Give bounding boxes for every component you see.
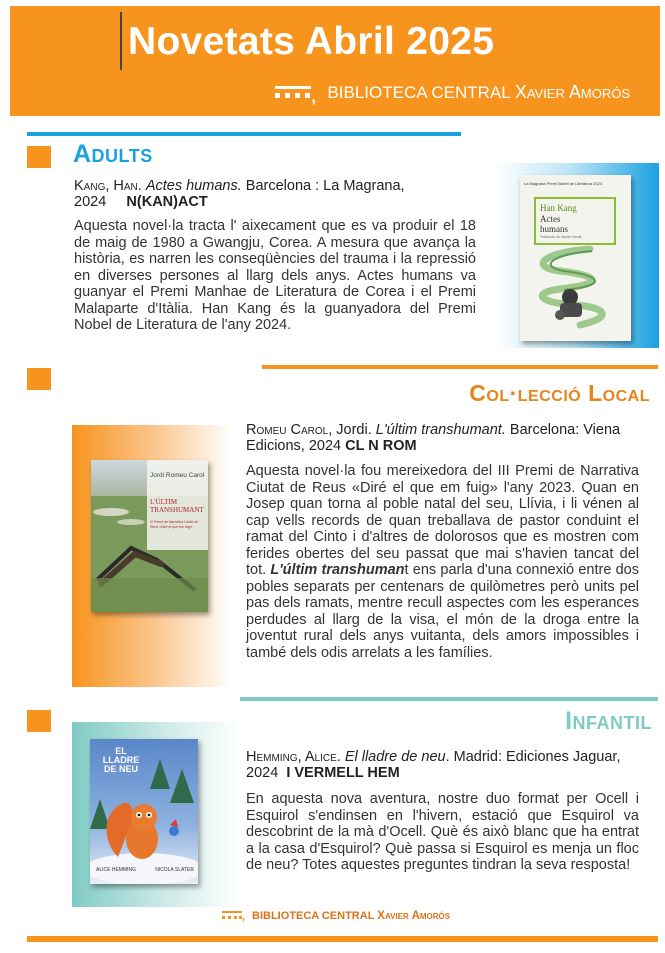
footer-bottom-line <box>27 936 658 942</box>
infantil-book-title: El lladre de neu <box>344 749 446 765</box>
infantil-call-number: I VERMELL HEM <box>286 765 400 781</box>
adults-publication: Barcelona : La Magrana, <box>245 178 405 194</box>
local-book-cover <box>91 460 208 612</box>
local-cover-author: Jordi Romeu Carol <box>150 472 205 479</box>
page-header <box>10 6 660 116</box>
footer-brand <box>222 910 450 922</box>
adults-call-number: N(KAN)ACT <box>126 194 208 210</box>
adults-top-line <box>27 132 461 136</box>
local-description <box>246 463 639 661</box>
text-cursor <box>120 12 122 70</box>
infantil-description: En aquesta nova aventura, nostre duo format per Ocell i Esquirol s'endinsen en l'hivern, estació que Esquirol va descobrint de la mà d'Ocell. Què és això blanc que ha entrat a la casa d'Esquirol? Què passa si Esquirol es menja un floc de neu? Totes aquestes preguntes tindran la seva resposta! <box>246 791 639 873</box>
infantil-citation <box>246 749 644 781</box>
adults-cover-author: Han Kang <box>540 203 577 213</box>
local-call-number: CL N ROM <box>345 438 417 454</box>
local-description-part1: Aquesta novel·la fou mereixedora del III Premi de Narrativa Ciutat de Reus «Diré el que em fuig» l'any 2023. Quan en Josep quan torna al poble natal del seu, Llívia, i li vénen al cap vells records de quan treballava de pastor conduint el ramat del Cinto i d'altres de dolorosos que es mostren com ferides obertes del seu passat que mai s'havien tancat del tot. <box>246 463 639 578</box>
adults-cover-top-line: La Magrana Premi Nobel de Literatura 2024 <box>524 181 603 186</box>
local-cover-illustration <box>91 460 208 612</box>
adults-bullet-square <box>27 146 51 168</box>
adults-cover-title: Actes humans <box>540 214 568 234</box>
local-book-title: L'últim transhumant. <box>375 422 506 438</box>
infantil-publication: . Madrid: Ediciones Jaguar, 2024 <box>246 749 621 781</box>
library-logo-icon: , <box>275 84 319 102</box>
infantil-bullet-square <box>27 710 51 732</box>
adults-year: 2024 <box>74 194 107 210</box>
infantil-section-title: Infantil <box>565 707 652 735</box>
library-prefix: BIBLIOTECA CENTRAL <box>327 83 511 102</box>
local-cover-title: L'ÚLTIM TRANSHUMANT <box>150 498 204 514</box>
local-citation <box>246 422 644 454</box>
infantil-book-cover <box>90 739 198 884</box>
local-description-part2: t ens parla d'una connexió entre dos pobles separats per centenars de quilòmetres però units pel pas dels ramats, mentre recull aspectes com les esperances perdudes al llarg de la visa, el món de la droga entre la joventut rural dels anys vuitanta, dels amors impossibles i també dels odis arrelats a les famílies. <box>246 562 639 661</box>
infantil-cover-illustrator: NICOLA SLATER <box>155 867 194 873</box>
footer-library-prefix: BIBLIOTECA CENTRAL <box>252 910 375 922</box>
local-author-rest: Jordi. <box>336 422 372 438</box>
infantil-cover-author: ALICE HEMMING <box>96 867 137 873</box>
adults-description: Aquesta novel·la tracta l' aixecament que es va produir el 18 de maig de 1980 a Gwangju, Corea. A mesura que avança la història, es narren les conseqüències del trauma i la repressió en diverses persones al llarg dels anys. Actes humans va guanyar el Premi Manhae de Literatura de Corea i el Premi Malaparte d'Itàlia. Han Kang és la guanyadora del Premi Nobel de Literatura de l'any 2024. <box>74 218 476 333</box>
infantil-cover-title: EL LLADRE DE NEU <box>102 746 140 774</box>
adults-book-title: Actes humans. <box>145 178 242 194</box>
library-name: Xavier Amorós <box>514 82 630 102</box>
local-section-title: Col·lecció Local <box>469 380 650 406</box>
adults-cover-translator: Traducció de Xavier Cerdà <box>540 235 582 239</box>
local-cover-subtitle: III Premi de Narrativa Ciutat de Reus «Diré el que em fuig» <box>150 520 199 529</box>
library-brand <box>275 82 630 106</box>
page-title: Novetats Abril 2025 <box>128 20 495 63</box>
adults-author: Kang, Han. <box>74 178 142 194</box>
local-top-line <box>262 365 658 369</box>
adults-book-cover <box>520 175 631 341</box>
local-bullet-square <box>27 368 51 390</box>
infantil-top-line <box>240 697 658 701</box>
adults-citation <box>74 178 474 210</box>
local-description-emphasis: L'últim transhuman <box>270 562 405 578</box>
infantil-cover-illustration <box>90 739 198 884</box>
adults-cover-frame <box>534 197 616 245</box>
footer-library-name: Xavier Amorós <box>377 910 451 922</box>
local-author: Romeu Carol, <box>246 422 333 438</box>
adults-cover-illustration <box>520 245 631 341</box>
local-publication: Barcelona: Viena Edicions, 2024 <box>246 422 621 454</box>
infantil-author: Hemming, Alice. <box>246 749 341 765</box>
adults-section-title: Adults <box>73 140 153 168</box>
footer-library-logo-icon: , <box>222 910 248 922</box>
